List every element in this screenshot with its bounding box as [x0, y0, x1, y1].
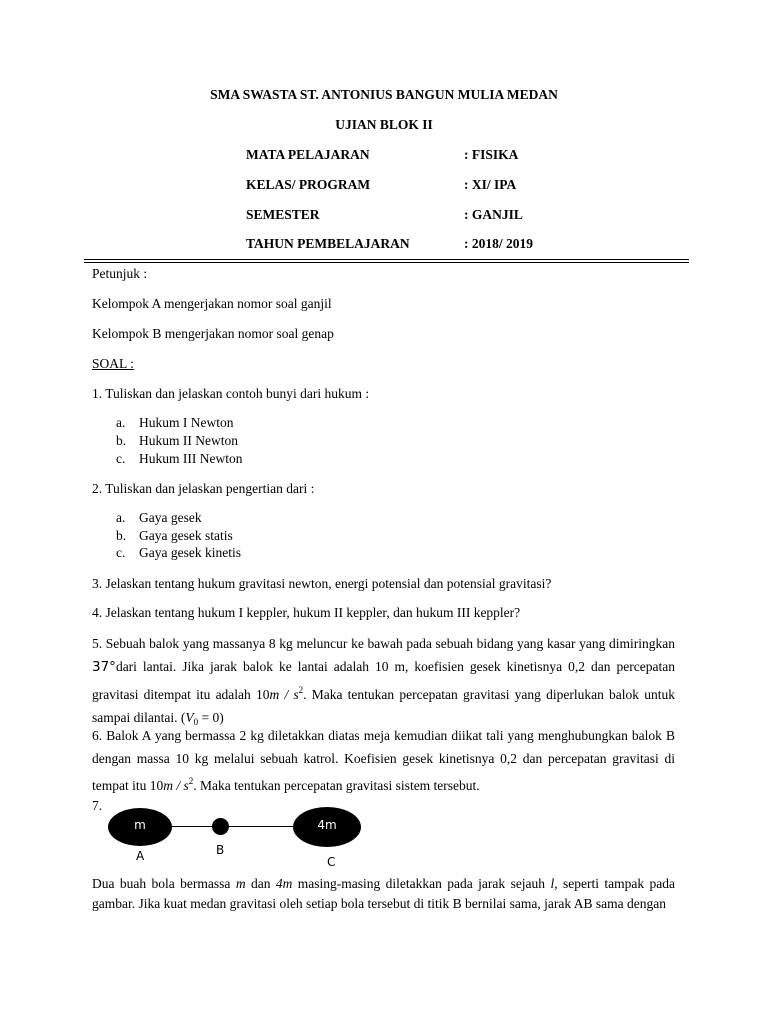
- question-4: 4. Jelaskan tentang hukum I keppler, hukum II keppler, dan hukum III keppler?: [92, 605, 521, 620]
- list-marker: c.: [116, 545, 126, 560]
- info-label-semester: SEMESTER: [246, 207, 320, 222]
- two-masses-diagram: [100, 800, 380, 872]
- point-b-label: B: [216, 843, 225, 857]
- point-b-dot: [212, 818, 229, 835]
- info-value-subject: : FISIKA: [464, 147, 519, 162]
- list-text: Gaya gesek: [139, 510, 202, 525]
- q5-text-4: ): [219, 710, 224, 725]
- list-text: Gaya gesek statis: [139, 528, 233, 543]
- header-divider-top: [84, 259, 689, 260]
- question-7-number: 7.: [92, 798, 103, 813]
- list-text: Hukum I Newton: [139, 415, 234, 430]
- instructions-group-b: Kelompok B mengerjakan nomor soal genap: [92, 326, 334, 341]
- q5-accel-unit: m / s: [269, 687, 299, 702]
- q7-text-2: dan: [250, 876, 276, 891]
- q7-text-4: , seperti tampak pada gambar. Jika kuat medan gravitasi oleh setiap bola tersebut di titik B bernilai sama, jarak AB sama dengan: [92, 876, 675, 911]
- info-label-subject: MATA PELAJARAN: [246, 147, 370, 162]
- list-text: Hukum II Newton: [139, 433, 238, 448]
- q6-accel-unit: m / s: [163, 778, 189, 793]
- list-marker: c.: [116, 451, 126, 466]
- q7-mass-2: 4m: [275, 876, 293, 891]
- exam-title: UJIAN BLOK II: [335, 117, 433, 132]
- info-value-class: : XI/ IPA: [464, 177, 517, 192]
- q5-text-1: 5. Sebuah balok yang massanya 8 kg meluncur ke bawah pada sebuah bidang yang kasar yang dimiringkan: [92, 636, 675, 651]
- list-marker: b.: [116, 433, 127, 448]
- q6-text-2: . Maka tentukan percepatan gravitasi sistem tersebut.: [193, 778, 480, 793]
- instructions-group-a: Kelompok A mengerjakan nomor soal ganjil: [92, 296, 332, 311]
- soal-heading: SOAL :: [92, 356, 134, 371]
- point-c-label: C: [327, 855, 336, 869]
- school-name: SMA SWASTA ST. ANTONIUS BANGUN MULIA MEDAN: [210, 87, 558, 102]
- ball-4m-label: 4m: [317, 818, 337, 832]
- q5-text-2: dari lantai. Jika jarak balok ke lantai adalah 10 m, koefisien gesek kinetisnya 0,2 dan percepatan gravitasi ditempat itu adalah: [92, 659, 675, 702]
- question-1: 1. Tuliskan dan jelaskan contoh bunyi dari hukum :: [92, 386, 370, 401]
- info-label-year: TAHUN PEMBELAJARAN: [246, 236, 410, 251]
- question-6: [92, 724, 675, 797]
- q7-text-1: Dua buah bola bermassa: [92, 876, 236, 891]
- q5-velocity-equation: = 0: [198, 710, 220, 725]
- q5-velocity-symbol: V: [185, 710, 194, 725]
- list-text: Gaya gesek kinetis: [139, 545, 241, 560]
- q1-item-b: [116, 433, 238, 449]
- q6-accel-number: 10: [149, 778, 164, 793]
- list-marker: b.: [116, 528, 127, 543]
- header-divider-bottom: [84, 262, 689, 263]
- list-marker: a.: [116, 510, 126, 525]
- q5-text-3: . Maka tentukan percepatan gravitasi yang diperlukan balok untuk sampai dilantai. (: [92, 687, 675, 725]
- q5-accel-exponent: 2: [298, 685, 304, 695]
- q6-text-1: 6. Balok A yang bermassa 2 kg diletakkan diatas meja kemudian diikat tali yang menghubungkan balok B dengan massa 10 kg melalui sebuah katrol. Koefisien gesek kinetisnya 0,2 dan percepatan gravitasi di tempat itu: [92, 728, 675, 793]
- q5-velocity-subscript: 0: [193, 717, 199, 727]
- q2-item-c: [116, 545, 241, 561]
- q2-item-a: [116, 510, 202, 526]
- info-value-semester: : GANJIL: [464, 207, 523, 222]
- list-text: Hukum III Newton: [139, 451, 243, 466]
- ball-m-label: m: [134, 818, 146, 832]
- list-marker: a.: [116, 415, 126, 430]
- question-3: 3. Jelaskan tentang hukum gravitasi newton, energi potensial dan potensial gravitasi?: [92, 576, 552, 591]
- q5-angle: 37°: [92, 659, 116, 675]
- info-value-year: : 2018/ 2019: [464, 236, 533, 251]
- q5-accel-number: 10: [256, 687, 270, 702]
- question-5: [92, 632, 675, 734]
- info-label-class: KELAS/ PROGRAM: [246, 177, 371, 192]
- question-2: 2. Tuliskan dan jelaskan pengertian dari :: [92, 481, 315, 496]
- q7-mass-1: m: [235, 876, 246, 891]
- q2-item-b: [116, 528, 233, 544]
- question-7-text: [92, 874, 675, 914]
- q6-accel-exponent: 2: [188, 776, 194, 786]
- q1-item-c: [116, 451, 242, 467]
- q7-distance: l: [550, 876, 555, 891]
- q1-item-a: [116, 415, 234, 431]
- instructions-title: Petunjuk :: [92, 266, 148, 281]
- point-a-label: A: [136, 849, 145, 863]
- q7-text-3: masing-masing diletakkan pada jarak sejauh: [297, 876, 551, 891]
